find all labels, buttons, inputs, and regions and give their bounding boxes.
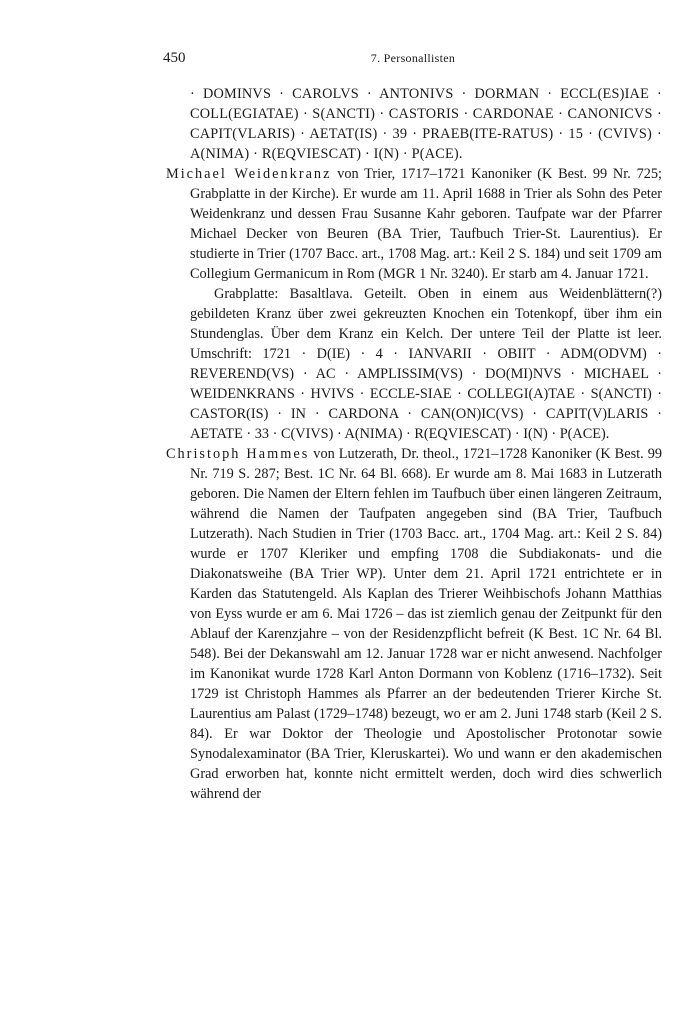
entry-text: von Lutzerath, Dr. theol., 1721–1728 Kanoniker (K Best. 99 Nr. 719 S. 287; Best. 1C Nr. 64 Bl. 668). Er wurde am 8. Mai 1683 in Lutzerath geboren. Die Namen der Eltern fehlen im Taufbuch über einen längeren Zeitraum, während die Namen der Taufpaten angegeben sind (BA Trier, Taufbuch Lutzerath). Nach Studien in Trier (1703 Bacc. art., 1704 Mag. art.: Keil 2 S. 84) wurde er 1707 Kleriker und empfing 1708 die Subdiakonats- und die Diakonatsweihe (BA Trier WP). Unter dem 21. April 1721 entrichtete er in Karden das Statutengeld. Als Kaplan des Trierer Weihbischofs Johann Matthias von Eyss wurde er am 6. Mai 1726 – das ist ziemlich genau der Zeitpunkt für den Ablauf der Karenzjahre – von der Residenzpflicht befreit (K Best. 1C Nr. 64 Bl. 548). Bei der Dekanswahl am 12. Januar 1728 war er nicht anwesend. Nachfolger im Kanonikat wurde 1728 Karl Anton Dormann von Koblenz (1716–1732). Seit 1729 ist Christoph Hammes als Pfarrer an der bedeutenden Trierer Kirche St. Laurentius am Palast (1729–1748) bezeugt, wo er am 2. Juni 1748 starb (Keil 2 S. 84). Er war Doktor der Theologie und Apostolischer Protonotar sowie Synodalexaminator (BA Trier, Kleruskartei). Wo und wann er den akademischen Grad erworben hat, konnte nicht ermittelt werden, doch wird dies schwerlich während der <box>190 446 663 802</box>
inscription-continuation: · DOMINVS · CAROLVS · ANTONIVS · DORMAN · ECCL(ES)IAE · COLL(EGIATAE) · S(ANCTI) · CASTORIS · CARDONAE · CANONICVS · CAPIT(VLARIS) · AETAT(IS) · 39 · PRAEB(ITE-RATUS) · 15 · (CVIVS) · A(NIMA) · R(EQVIESCAT) · I(N) · P(ACE). <box>190 86 662 162</box>
entry-text: von Trier, 1717–1721 Kanoniker (K Best. 99 Nr. 725; Grabplatte in der Kirche). Er wurde am 11. April 1688 in Trier als Sohn des Peter Weidenkranz und dessen Frau Susanne Kahr geboren. Taufpate war der Pfarrer Michael Decker von Beuren (BA Trier, Taufbuch Trier-St. Laurentius). Er studierte in Trier (1707 Bacc. art., 1708 Mag. art.: Keil 2 S. 184) und seit 1709 am Collegium Germanicum in Rom (MGR 1 Nr. 3240). Er starb am 4. Januar 1721. <box>190 166 662 282</box>
entry-hammes <box>166 444 662 804</box>
page-header <box>163 50 663 70</box>
running-title: 7. Personallisten <box>370 51 456 65</box>
page-body <box>166 84 662 804</box>
entry-weidenkranz <box>166 164 662 284</box>
page-number: 450 <box>163 50 186 66</box>
gravestone-description: Grabplatte: Basaltlava. Geteilt. Oben in einem aus Weidenblättern(?) gebildeten Kranz über zwei gekreuzten Knochen ein Totenkopf, über ihm ein Stundenglas. Über dem Kranz ein Kelch. Der untere Teil der Platte ist leer. Umschrift: 1721 · D(IE) · 4 · IANVARII · OBIIT · ADM(ODVM) · REVEREND(VS) · AC · AMPLISSIM(VS) · DO(MI)NVS · MICHAEL · WEIDENKRANS · HVIVS · ECCLE-SIAE · COLLEGI(A)TAE · S(ANCTI) · CASTOR(IS) · IN · CARDONA · CAN(ON)IC(VS) · CAPIT(V)LARIS · AETATE · 33 · C(VIVS) · A(NIMA) · R(EQVIESCAT) · I(N) · P(ACE). <box>190 286 662 442</box>
entry-name: Christoph Hammes <box>166 446 310 462</box>
entry-name: Michael Weidenkranz <box>166 166 332 182</box>
